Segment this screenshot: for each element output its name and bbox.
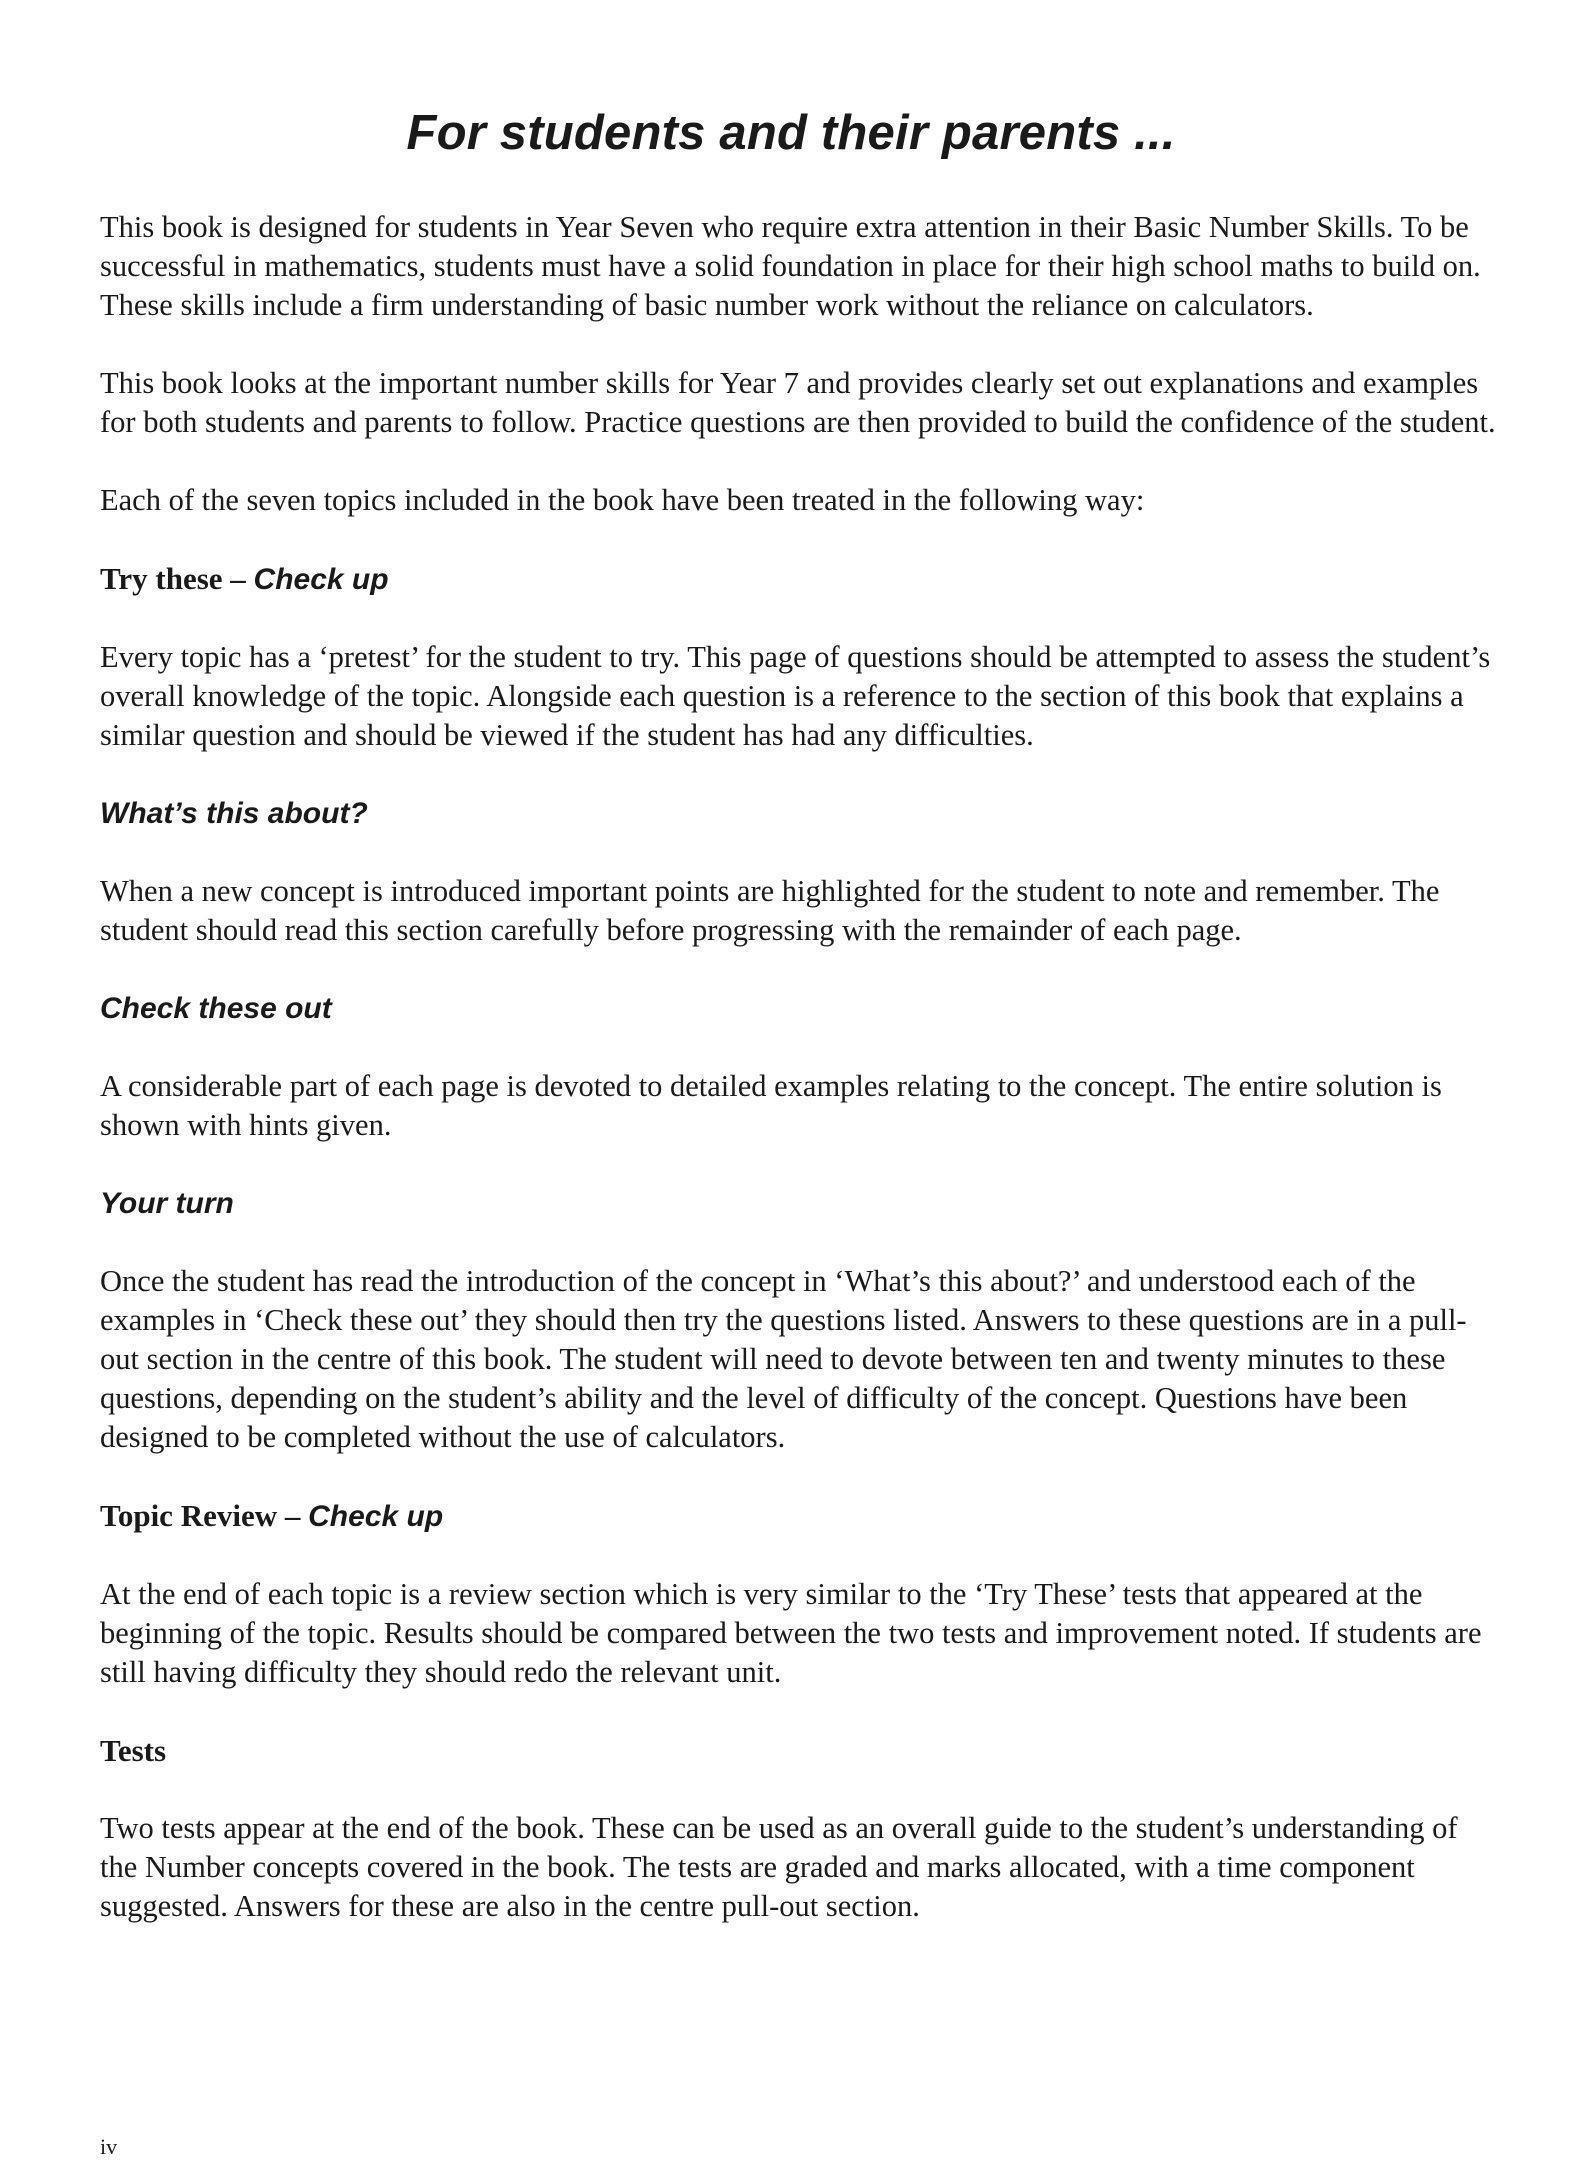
page-content (100, 208, 1498, 1965)
section-body-topic-review: At the end of each topic is a review section which is very similar to the ‘Try These’ tests that appeared at the beginning of the topic. Results should be compared between the two tests and improvement noted. If students are still having difficulty they should redo the relevant unit. (100, 1577, 1482, 1689)
section-body-tests: Two tests appear at the end of the book. These can be used as an overall guide to the student’s understanding of the Number concepts covered in the book. The tests are graded and marks allocated, with a time component suggested. Answers for these are also in the centre pull-out section. (100, 1811, 1458, 1923)
section-body-try-these: Every topic has a ‘pretest’ for the student to try. This page of questions should be attempted to assess the student’s overall knowledge of the topic. Alongside each question is a reference to the section of this book that explains a similar question and should be viewed if the student has had any difficulties. (100, 640, 1491, 752)
section-heading-plain: Try these – (100, 561, 254, 596)
section-body-check-these-out: A considerable part of each page is devoted to detailed examples relating to the concept. The entire solution is shown with hints given. (100, 1069, 1442, 1142)
section-heading-whats-this-about: What’s this about? (100, 797, 368, 830)
section-heading-tests: Tests (100, 1733, 167, 1768)
section-body-your-turn: Once the student has read the introduction of the concept in ‘What’s this about?’ and understood each of the examples in ‘Check these out’ they should then try the questions listed. Answers to these questions are in a pull-out section in the centre of this book. The student will need to devote between ten and twenty minutes to these questions, depending on the student’s ability and the level of difficulty of the concept. Questions have been designed to be completed without the use of calculators. (100, 1264, 1467, 1454)
section-heading-italic: Check up (308, 1500, 444, 1533)
section-heading-italic: Check up (253, 563, 389, 596)
section-heading-check-these-out: Check these out (100, 992, 332, 1025)
section-heading-plain: Topic Review – (100, 1498, 309, 1533)
section-body-whats-this-about: When a new concept is introduced important points are highlighted for the student to note and remember. The student should read this section carefully before progressing with the remainder of each page. (100, 874, 1440, 947)
section-heading-topic-review (100, 1496, 1498, 1536)
page-title: For students and their parents ... (406, 106, 1176, 160)
page-number: iv (100, 2134, 118, 2159)
section-heading-try-these (100, 559, 1498, 599)
section-heading-your-turn: Your turn (100, 1187, 234, 1220)
intro-paragraph-2: This book looks at the important number skills for Year 7 and provides clearly set out explanations and examples for both students and parents to follow. Practice questions are then provided to build the confidence of the student. (100, 366, 1496, 439)
intro-paragraph-1: This book is designed for students in Year Seven who require extra attention in their Basic Number Skills. To be successful in mathematics, students must have a solid foundation in place for their high school maths to build on. These skills include a firm understanding of basic number work without the reliance on calculators. (100, 210, 1481, 322)
intro-paragraph-3: Each of the seven topics included in the book have been treated in the following way: (100, 483, 1145, 517)
